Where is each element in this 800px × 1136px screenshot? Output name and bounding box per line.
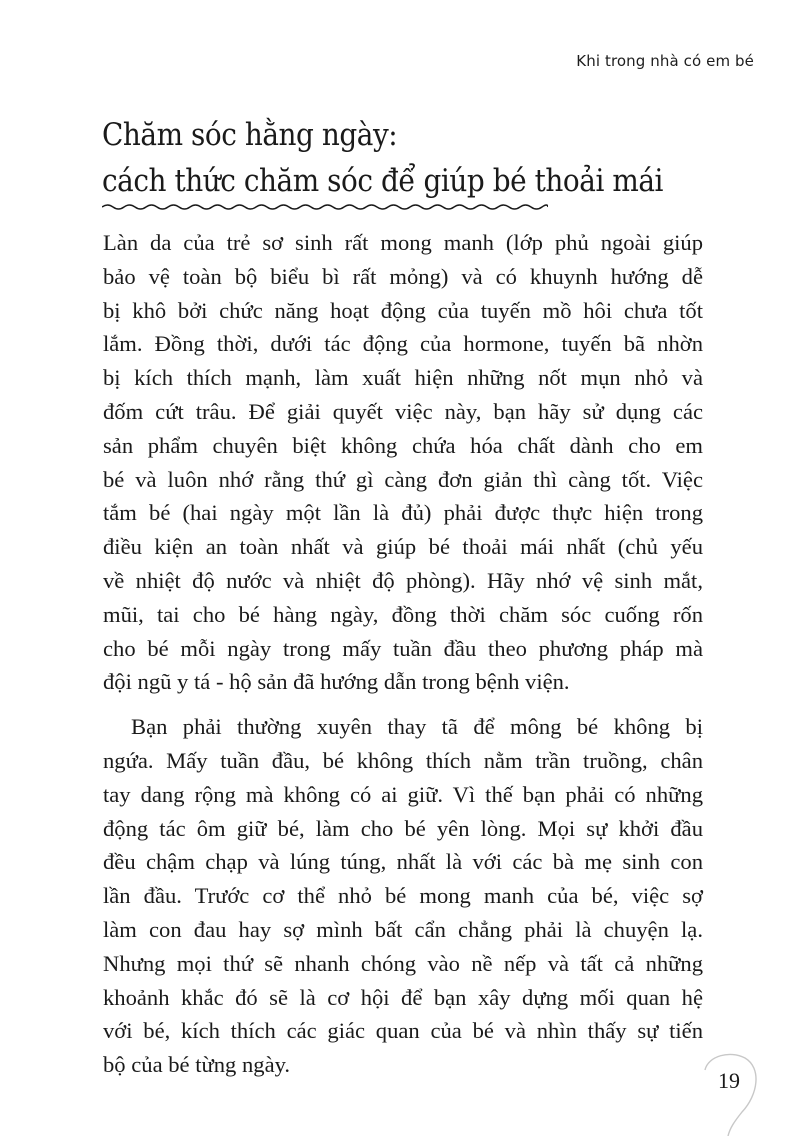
- text-line: Làn da của trẻ sơ sinh rất mong manh (lớp phủ ngoài giúp: [103, 230, 703, 255]
- text-line: bé và luôn nhớ rằng thứ gì càng đơn giản thì càng tốt. Việc: [103, 466, 703, 492]
- text-line: đội ngũ y tá - hộ sản đã hướng dẫn trong bệnh viện.: [103, 669, 570, 695]
- text-line: khoảnh khắc đó sẽ là cơ hội để bạn xây dựng mối quan hệ: [103, 984, 703, 1010]
- text-line: mũi, tai cho bé hàng ngày, đồng thời chăm sóc cuống rốn: [103, 601, 703, 627]
- body-text: [103, 226, 703, 1082]
- text-line: bị khô bởi chức năng hoạt động của tuyến mồ hôi chưa tốt: [103, 297, 703, 323]
- text-line: đốm cứt trâu. Để giải quyết việc này, bạn hãy sử dụng các: [103, 398, 703, 424]
- section-title: [102, 112, 664, 204]
- text-line: lắm. Đồng thời, dưới tác động của hormone, tuyến bã nhờn: [103, 331, 703, 357]
- section-title-line-2: cách thức chăm sóc để giúp bé thoải mái: [102, 163, 664, 199]
- section-title-line-1: Chăm sóc hằng ngày:: [102, 117, 398, 153]
- text-line: Nhưng mọi thứ sẽ nhanh chóng vào nề nếp và tất cả những: [103, 950, 703, 976]
- text-line: bị kích thích mạnh, làm xuất hiện những nốt mụn nhỏ và: [103, 365, 703, 391]
- paragraph-2: [103, 710, 703, 1082]
- text-line: với bé, kích thích các giác quan của bé và nhìn thấy sự tiến: [103, 1018, 703, 1044]
- text-line: cho bé mỗi ngày trong mấy tuần đầu theo phương pháp mà: [103, 635, 703, 661]
- text-line: ngứa. Mấy tuần đầu, bé không thích nằm trần truồng, chân: [103, 747, 703, 773]
- text-line: tắm bé (hai ngày một lần là đủ) phải được thực hiện trong: [103, 500, 703, 526]
- text-line: lần đầu. Trước cơ thể nhỏ bé mong manh của bé, việc sợ: [103, 883, 703, 909]
- text-line: bảo vệ toàn bộ biểu bì rất mỏng) và có khuynh hướng dễ: [103, 263, 703, 289]
- page-number: 19: [718, 1068, 740, 1093]
- paragraph-1: [103, 226, 703, 699]
- text-line: sản phẩm chuyên biệt không chứa hóa chất dành cho em: [103, 432, 703, 458]
- text-line: bộ của bé từng ngày.: [103, 1052, 291, 1078]
- running-header: Khi trong nhà có em bé: [576, 52, 754, 70]
- text-line: tay dang rộng mà không có ai giữ. Vì thế bạn phải có những: [103, 781, 703, 807]
- text-line: về nhiệt độ nước và nhiệt độ phòng). Hãy nhớ vệ sinh mắt,: [103, 567, 703, 593]
- text-line: làm con đau hay sợ mình bất cẩn chẳng phải là chuyện lạ.: [103, 916, 703, 942]
- text-line: động tác ôm giữ bé, làm cho bé yên lòng. Mọi sự khởi đầu: [103, 815, 703, 841]
- text-line: điều kiện an toàn nhất và giúp bé thoải mái nhất (chủ yếu: [103, 534, 703, 560]
- wavy-underline-decoration: [102, 202, 548, 212]
- text-line: Bạn phải thường xuyên thay tã để mông bé không bị: [131, 714, 703, 740]
- text-line: đều chậm chạp và lúng túng, nhất là với các bà mẹ sinh con: [103, 849, 703, 875]
